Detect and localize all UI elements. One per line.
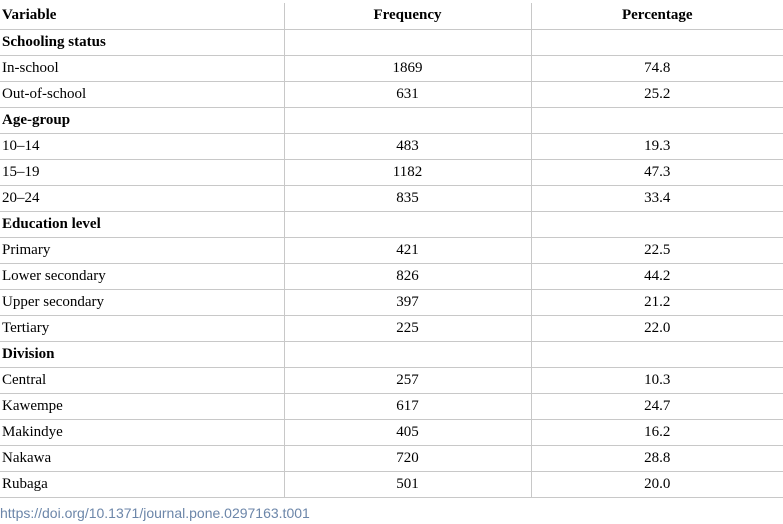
empty-cell [531,107,783,133]
frequency-cell: 631 [284,81,531,107]
empty-cell [531,29,783,55]
table-row [0,393,783,419]
section-title: Age-group [0,107,284,133]
table-row [0,445,783,471]
row-label: Makindye [0,419,284,445]
percentage-cell: 20.0 [531,471,783,497]
empty-cell [531,211,783,237]
percentage-cell: 21.2 [531,289,783,315]
frequency-cell: 835 [284,185,531,211]
row-label: Rubaga [0,471,284,497]
section-title: Schooling status [0,29,284,55]
table-row [0,263,783,289]
frequency-cell: 225 [284,315,531,341]
column-header-frequency: Frequency [284,3,531,29]
empty-cell [284,211,531,237]
frequency-cell: 617 [284,393,531,419]
frequency-cell: 483 [284,133,531,159]
doi-link[interactable]: https://doi.org/10.1371/journal.pone.0297163.t001 [0,505,310,521]
frequency-cell: 257 [284,367,531,393]
header-row [0,3,783,29]
column-header-variable: Variable [0,3,284,29]
row-label: Out-of-school [0,81,284,107]
frequency-cell: 1182 [284,159,531,185]
percentage-cell: 47.3 [531,159,783,185]
row-label: 15–19 [0,159,284,185]
percentage-cell: 19.3 [531,133,783,159]
frequency-cell: 826 [284,263,531,289]
table-row [0,367,783,393]
percentage-cell: 33.4 [531,185,783,211]
section-title: Education level [0,211,284,237]
table-row [0,237,783,263]
row-label: Central [0,367,284,393]
row-label: Primary [0,237,284,263]
table-row [0,55,783,81]
table-row [0,289,783,315]
table-row [0,419,783,445]
table-row [0,185,783,211]
percentage-cell: 44.2 [531,263,783,289]
frequency-cell: 720 [284,445,531,471]
section-row-division [0,341,783,367]
table-row [0,315,783,341]
row-label: Nakawa [0,445,284,471]
frequency-cell: 1869 [284,55,531,81]
row-label: Upper secondary [0,289,284,315]
percentage-cell: 24.7 [531,393,783,419]
row-label: Kawempe [0,393,284,419]
row-label: In-school [0,55,284,81]
table-row [0,471,783,497]
empty-cell [284,107,531,133]
frequency-cell: 405 [284,419,531,445]
empty-cell [531,341,783,367]
empty-cell [284,29,531,55]
percentage-cell: 16.2 [531,419,783,445]
row-label: Lower secondary [0,263,284,289]
section-row-schooling-status [0,29,783,55]
percentage-cell: 22.0 [531,315,783,341]
percentage-cell: 74.8 [531,55,783,81]
percentage-cell: 22.5 [531,237,783,263]
empty-cell [284,341,531,367]
section-row-education-level [0,211,783,237]
row-label: 20–24 [0,185,284,211]
row-label: Tertiary [0,315,284,341]
section-title: Division [0,341,284,367]
table-row [0,81,783,107]
table-row [0,133,783,159]
frequency-cell: 421 [284,237,531,263]
percentage-cell: 25.2 [531,81,783,107]
percentage-cell: 28.8 [531,445,783,471]
table-row [0,159,783,185]
percentage-cell: 10.3 [531,367,783,393]
data-table [0,3,783,498]
frequency-cell: 397 [284,289,531,315]
row-label: 10–14 [0,133,284,159]
frequency-cell: 501 [284,471,531,497]
column-header-percentage: Percentage [531,3,783,29]
section-row-age-group [0,107,783,133]
